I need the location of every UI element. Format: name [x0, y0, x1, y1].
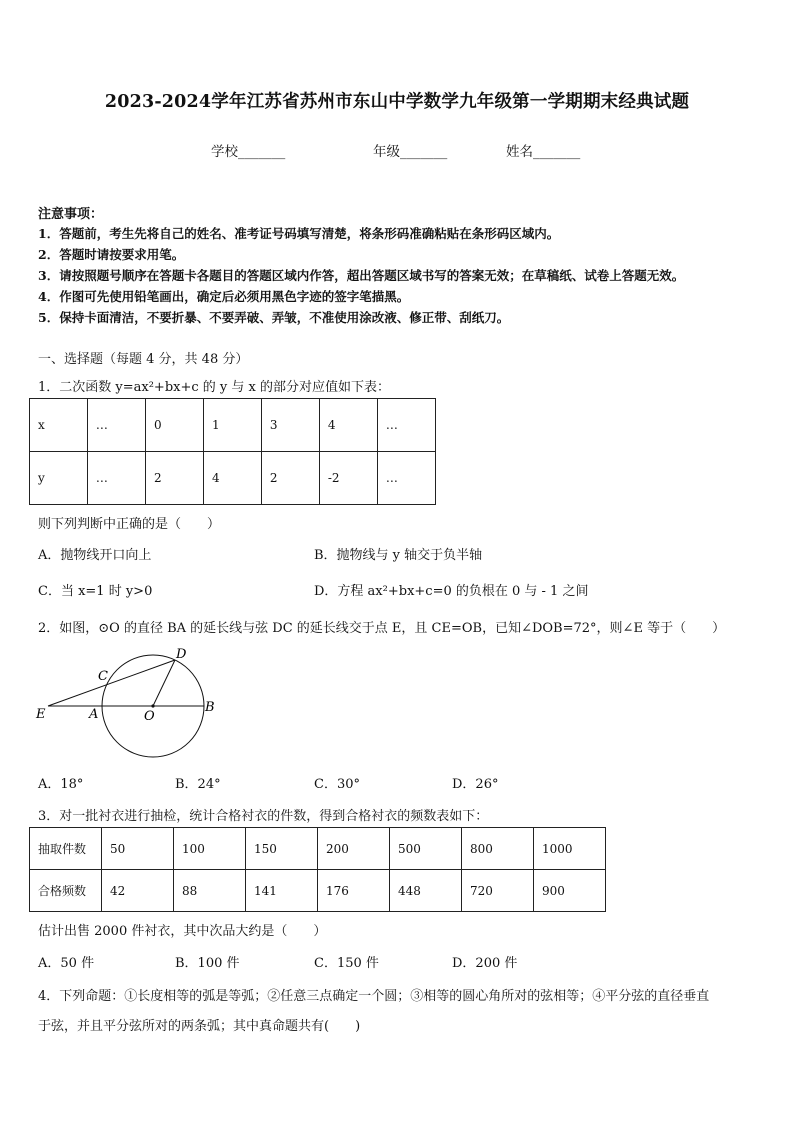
name-field[interactable]: 姓名_______	[506, 144, 581, 160]
table-row	[30, 399, 436, 452]
table-cell: …	[377, 452, 435, 505]
q2-option-b[interactable]: B．24°	[175, 777, 221, 792]
label-c: C	[98, 669, 108, 684]
q2-option-d[interactable]: D．26°	[452, 777, 499, 792]
label-d: D	[176, 647, 187, 662]
table-cell: …	[87, 452, 145, 505]
section-heading: 一、选择题（每题 4 分，共 48 分）	[38, 352, 249, 367]
table-cell: 1	[203, 399, 261, 452]
label-e: E	[36, 707, 46, 722]
table-cell: 200	[318, 828, 390, 870]
table-cell: 800	[462, 828, 534, 870]
label-o: O	[144, 709, 155, 724]
table-cell: -2	[319, 452, 377, 505]
q3-option-d[interactable]: D．200 件	[452, 956, 518, 971]
table-cell: 0	[145, 399, 203, 452]
q3-stem: 3．对一批衬衣进行抽检，统计合格衬衣的件数，得到合格衬衣的频数表如下：	[38, 809, 489, 824]
table-cell: 合格频数	[30, 870, 102, 912]
table-cell: 2	[145, 452, 203, 505]
table-row	[30, 452, 436, 505]
note-item: 1．答题前，考生先将自己的姓名、准考证号码填写清楚，将条形码准确粘贴在条形码区域内。	[38, 226, 560, 241]
center-point	[151, 704, 154, 707]
table-row	[30, 828, 606, 870]
q1-option-a[interactable]: A．抛物线开口向上	[38, 548, 152, 563]
table-cell: 448	[390, 870, 462, 912]
q1-stem: 1．二次函数 y=ax²+bx+c 的 y 与 x 的部分对应值如下表：	[38, 380, 390, 395]
q1-option-b[interactable]: B．抛物线与 y 轴交于负半轴	[314, 548, 483, 563]
table-cell: 100	[174, 828, 246, 870]
table-cell: 176	[318, 870, 390, 912]
q2-stem: 2．如图，⊙O 的直径 BA 的延长线与弦 DC 的延长线交于点 E，且 CE=OB，已知∠DOB=72°，则∠E 等于（ ）	[38, 621, 726, 636]
note-item: 3．请按照题号顺序在答题卡各题目的答题区域内作答，超出答题区域书写的答案无效；在草稿纸、试卷上答题无效。	[38, 268, 685, 283]
notes-heading: 注意事项：	[38, 207, 104, 222]
q1-table	[29, 398, 436, 505]
q1-option-d[interactable]: D．方程 ax²+bx+c=0 的负根在 0 与 - 1 之间	[314, 584, 589, 599]
table-cell: y	[30, 452, 88, 505]
q2-option-a[interactable]: A．18°	[38, 777, 84, 792]
table-cell: 720	[462, 870, 534, 912]
table-cell: 500	[390, 828, 462, 870]
table-cell: …	[87, 399, 145, 452]
table-cell: x	[30, 399, 88, 452]
q1-question: 则下列判断中正确的是（ ）	[38, 517, 221, 532]
table-cell: 150	[246, 828, 318, 870]
q4-line1: 4．下列命题：①长度相等的弧是等弧；②任意三点确定一个圆；③相等的圆心角所对的弦相等；④平分弦的直径垂直	[38, 989, 710, 1004]
q4-line2: 于弦，并且平分弦所对的两条弧；其中真命题共有( )	[38, 1019, 361, 1034]
table-cell: 141	[246, 870, 318, 912]
note-item: 4．作图可先使用铅笔画出，确定后必须用黑色字迹的签字笔描黑。	[38, 289, 410, 304]
note-item: 2．答题时请按要求用笔。	[38, 247, 185, 262]
table-cell: 抽取件数	[30, 828, 102, 870]
label-b: B	[205, 700, 215, 715]
page-title: 2023-2024学年江苏省苏州市东山中学数学九年级第一学期期末经典试题	[104, 92, 690, 112]
table-cell: 4	[319, 399, 377, 452]
circle-geometry-figure	[30, 640, 230, 760]
q3-option-c[interactable]: C．150 件	[314, 956, 379, 971]
q2-option-c[interactable]: C．30°	[314, 777, 360, 792]
table-cell: …	[377, 399, 435, 452]
note-item: 5．保持卡面清洁，不要折暴、不要弄破、弄皱，不准使用涂改液、修正带、刮纸刀。	[38, 310, 510, 325]
q3-option-b[interactable]: B．100 件	[175, 956, 240, 971]
table-cell: 3	[261, 399, 319, 452]
q3-table	[29, 827, 606, 912]
table-cell: 4	[203, 452, 261, 505]
table-cell: 50	[102, 828, 174, 870]
q3-question: 估计出售 2000 件衬衣，其中次品大约是（ ）	[38, 924, 327, 939]
grade-field[interactable]: 年级_______	[373, 144, 448, 160]
table-cell: 900	[534, 870, 606, 912]
table-cell: 1000	[534, 828, 606, 870]
table-cell: 88	[174, 870, 246, 912]
q1-option-c[interactable]: C．当 x=1 时 y>0	[38, 584, 153, 599]
q3-option-a[interactable]: A．50 件	[38, 956, 95, 971]
table-cell: 42	[102, 870, 174, 912]
table-cell: 2	[261, 452, 319, 505]
school-field[interactable]: 学校_______	[211, 144, 286, 160]
table-row	[30, 870, 606, 912]
label-a: A	[89, 707, 99, 722]
